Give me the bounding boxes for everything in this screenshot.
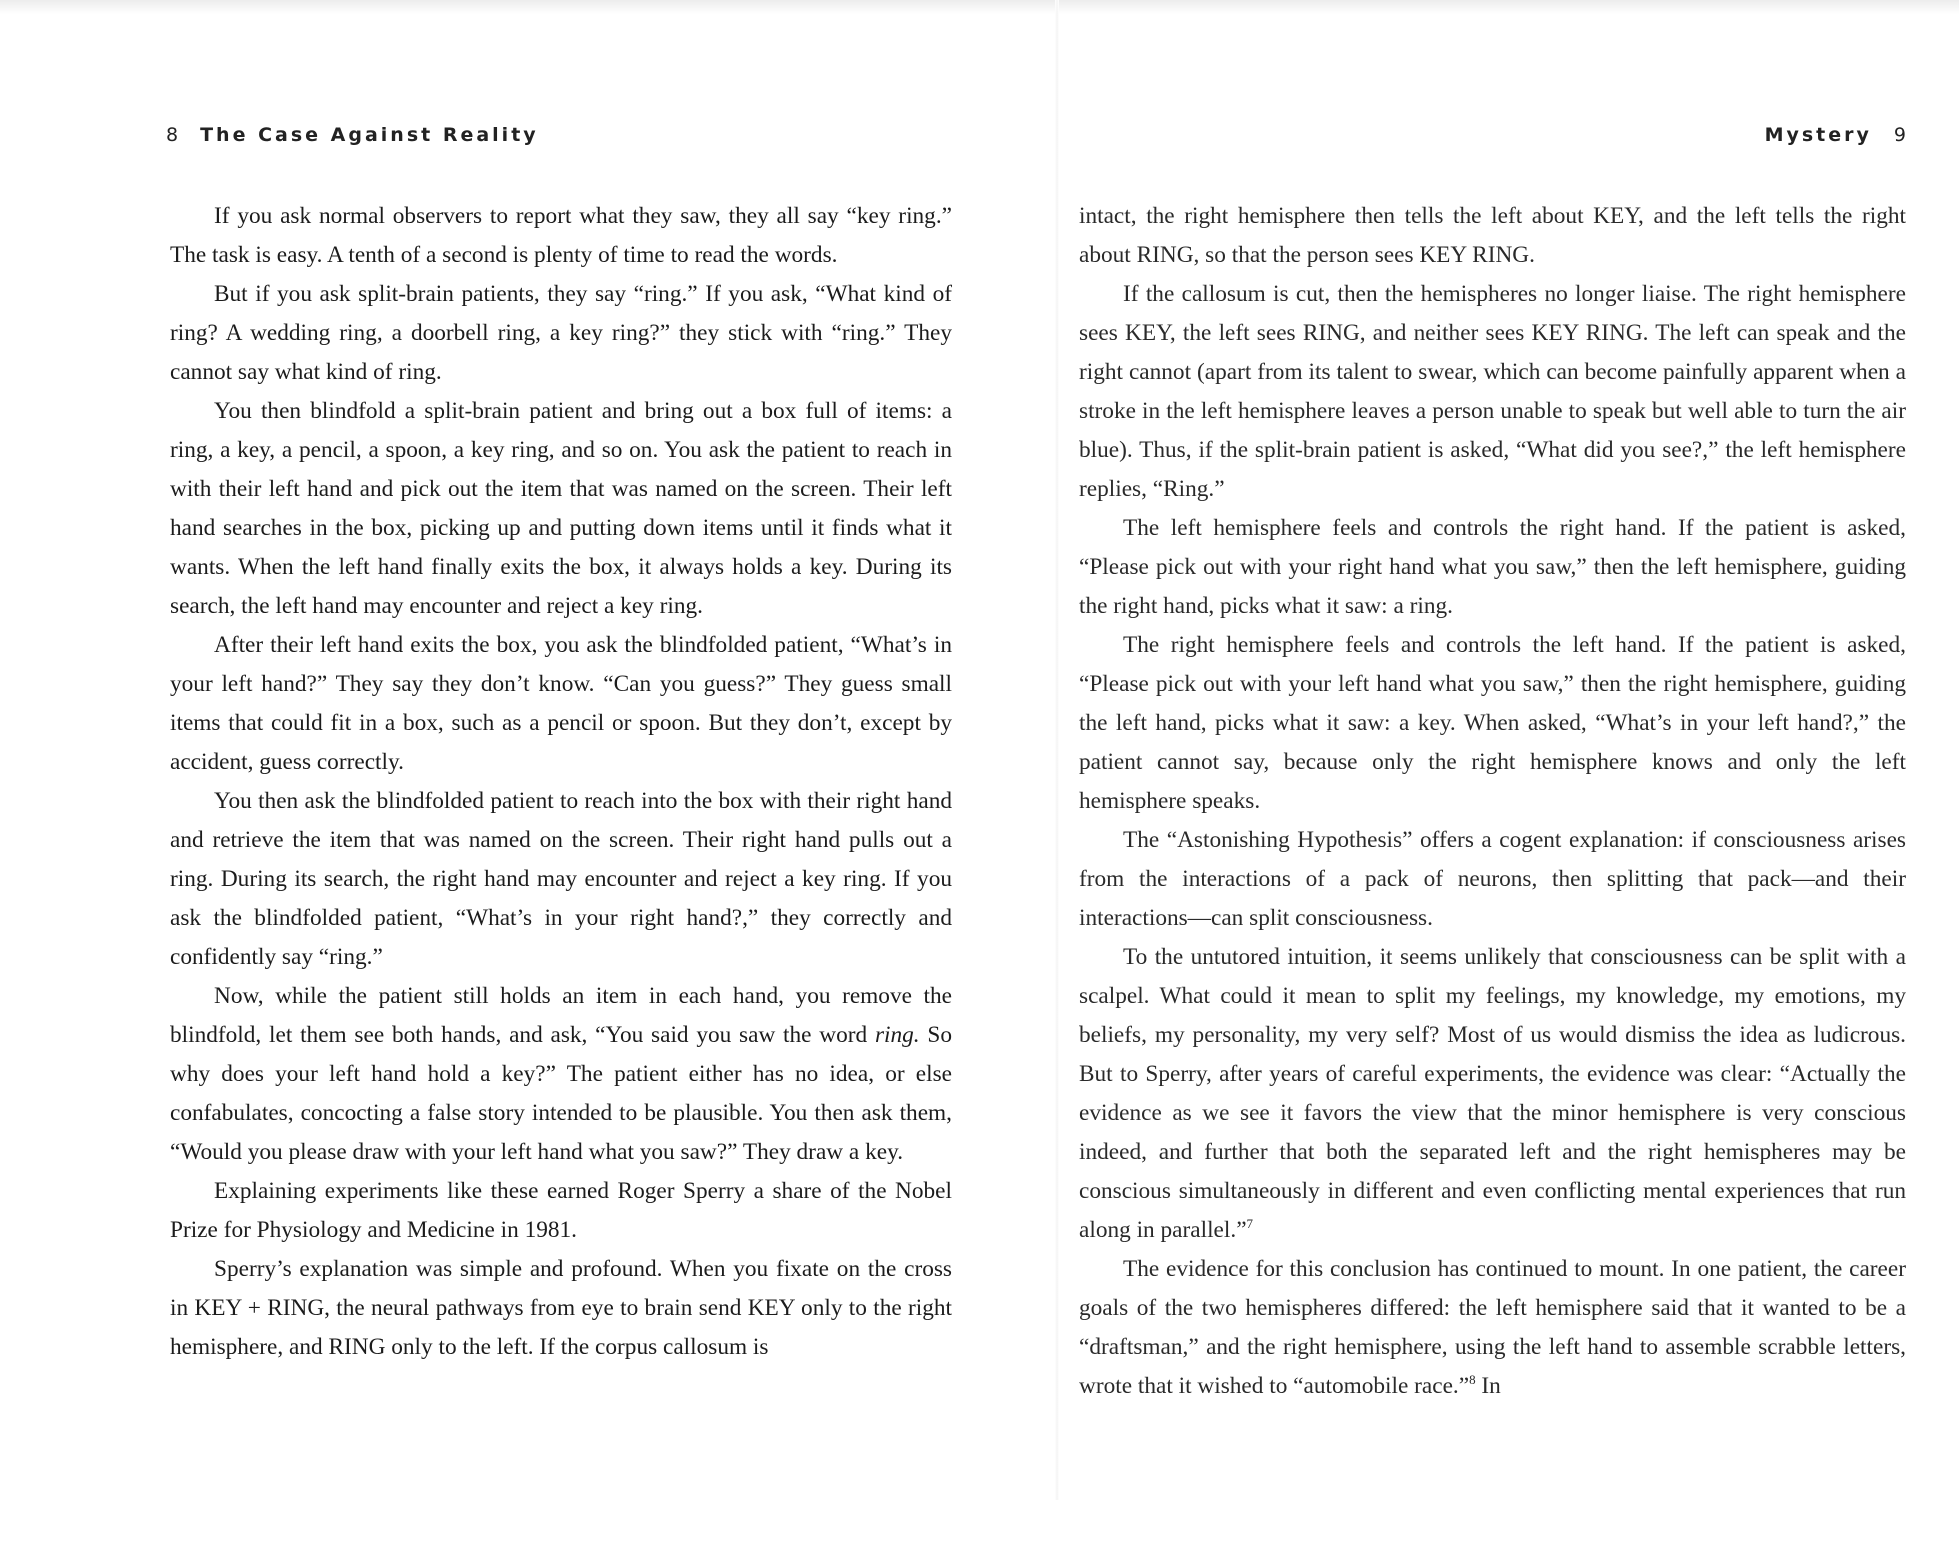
paragraph-text: In: [1475, 1373, 1501, 1399]
paragraph: If you ask normal observers to report what they saw, they all say “key ring.” The task is easy. A tenth of a second is plenty of time to read the words.: [170, 203, 952, 268]
paragraph: After their left hand exits the box, you ask the blindfolded patient, “What’s in your left hand?” They say they don’t know. “Can you guess?” They guess small items that could fit in a box, such as a pencil or spoon. But they don’t, except by accident, guess correctly.: [170, 632, 952, 775]
paragraph: [170, 977, 952, 1172]
paragraph-text: The evidence for this conclusion has continued to mount. In one patient, the career goals of the two hemispheres differed: the left hemisphere said that it wanted to be a “draftsman,” and the right hemisphere, using the left hand to assemble scrabble letters, wrote that it wished to “automobile race.”: [1079, 1256, 1906, 1399]
left-running-head: [166, 124, 539, 146]
paragraph: [1079, 1250, 1906, 1406]
book-gutter: [1055, 0, 1059, 1500]
paragraph: Sperry’s explanation was simple and profound. When you fixate on the cross in KEY + RING, the neural pathways from eye to brain send KEY only to the right hemisphere, and RING only to the left. If the corpus callosum is: [170, 1256, 952, 1360]
book-title: The Case Against Reality: [200, 124, 539, 146]
footnote-ref: 7: [1246, 1216, 1254, 1232]
italic-word: ring.: [874, 1022, 920, 1048]
paragraph-continuation: intact, the right hemisphere then tells the left about KEY, and the left tells the right about RING, so that the person sees KEY RING.: [1079, 203, 1906, 268]
chapter-title: Mystery: [1764, 124, 1872, 146]
paragraph: Explaining experiments like these earned Roger Sperry a share of the Nobel Prize for Physiology and Medicine in 1981.: [170, 1178, 952, 1243]
paragraph: [1079, 938, 1906, 1250]
right-running-head: [1765, 124, 1906, 146]
footnote-ref: 8: [1469, 1372, 1476, 1388]
paragraph: You then blindfold a split-brain patient and bring out a box full of items: a ring, a key, a pencil, a spoon, a key ring, and so on. You ask the patient to reach in with their left hand and pick out the item that was named on the screen. Their left hand searches in the box, picking up and putting down items until it finds what it wants. When the left hand finally exits the box, it always holds a key. During its search, the left hand may encounter and reject a key ring.: [170, 398, 952, 619]
paragraph: The right hemisphere feels and controls the left hand. If the patient is asked, “Please pick out with your left hand what you saw,” then the right hemisphere, guiding the left hand, picks what it saw: a key. When asked, “What’s in your left hand?,” the patient cannot say, because only the right hemisphere knows and only the left hemisphere speaks.: [1079, 632, 1906, 814]
paragraph-text: Now, while the patient still holds an item in each hand, you remove the blindfold, let them see both hands, and ask, “You said you saw the word: [170, 983, 952, 1048]
paragraph: If the callosum is cut, then the hemispheres no longer liaise. The right hemisphere sees KEY, the left sees RING, and neither sees KEY RING. The left can speak and the right cannot (apart from its talent to swear, which can become painfully apparent when a stroke in the left hemisphere leaves a person unable to speak but well able to turn the air blue). Thus, if the split-brain patient is asked, “What did you see?,” the left hemisphere replies, “Ring.”: [1079, 281, 1906, 502]
paragraph: The left hemisphere feels and controls the right hand. If the patient is asked, “Please pick out with your right hand what you saw,” then the left hemisphere, guiding the right hand, picks what it saw: a ring.: [1079, 515, 1906, 619]
paragraph: But if you ask split-brain patients, they say “ring.” If you ask, “What kind of ring? A wedding ring, a doorbell ring, a key ring?” they stick with “ring.” They cannot say what kind of ring.: [170, 281, 952, 385]
paragraph: You then ask the blindfolded patient to reach into the box with their right hand and retrieve the item that was named on the screen. Their right hand pulls out a ring. During its search, the right hand may encounter and reject a key ring. If you ask the blindfolded patient, “What’s in your right hand?,” they correctly and confidently say “ring.”: [170, 788, 952, 970]
left-page-number: 8: [166, 124, 179, 146]
right-page: [1070, 0, 1959, 1549]
right-page-number: 9: [1893, 124, 1906, 146]
paragraph: The “Astonishing Hypothesis” offers a cogent explanation: if consciousness arises from the interactions of a pack of neurons, then splitting that pack—and their interactions—can split consciousness.: [1079, 827, 1906, 931]
left-body-text: [170, 197, 952, 1367]
paragraph-text: So why does your left hand hold a key?” The patient either has no idea, or else confabulates, concocting a false story intended to be plausible. You then ask them, “Would you please draw with your left hand what you saw?” They draw a key.: [170, 1022, 952, 1165]
paragraph-text: To the untutored intuition, it seems unlikely that consciousness can be split with a scalpel. What could it mean to split my feelings, my knowledge, my emotions, my beliefs, my personality, my very self? Most of us would dismiss the idea as ludicrous. But to Sperry, after years of careful experiments, the evidence was clear: “Actually the evidence as we see it favors the view that the minor hemisphere is very conscious indeed, and further that both the separated left and the right hemispheres may be conscious simultaneously in different and even conflicting mental experiences that run along in parallel.”: [1079, 944, 1906, 1243]
right-body-text: [1079, 197, 1906, 1406]
